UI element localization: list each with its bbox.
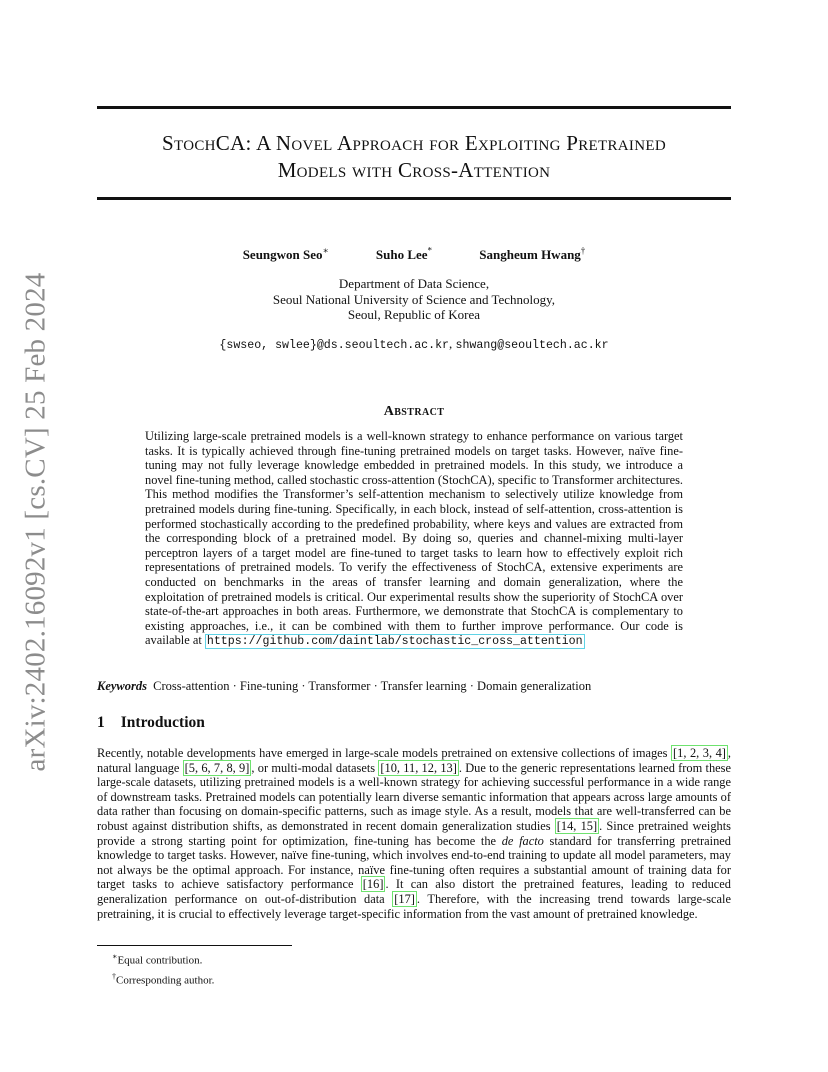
footnote-text: Equal contribution.: [117, 954, 203, 967]
citation-link[interactable]: [10, 11, 12, 13]: [380, 760, 457, 775]
footnotes: [112, 949, 214, 988]
title-bottom-rule: [97, 197, 731, 200]
author-name: Suho Lee: [375, 247, 428, 263]
author-list: [97, 246, 731, 263]
email-separator: ,: [449, 336, 456, 351]
citation-link[interactable]: [14, 15]: [556, 818, 598, 833]
affiliation: [97, 276, 731, 323]
affiliation-department: Department of Data Science,: [338, 276, 490, 291]
footnote-equal-contribution: [112, 949, 214, 969]
keywords-label: Keywords: [97, 679, 147, 693]
footnote-mark: †: [112, 971, 116, 981]
code-link[interactable]: https://github.com/daintlab/stochastic_cross_attention: [206, 635, 583, 649]
intro-text: . Therefore, with the increasing trend towards large-scale pretraining, it is crucial to effectively leverage target-specific information from the vast amount of pretrained knowledge.: [97, 891, 731, 921]
email-corresponding[interactable]: shwang@seoultech.ac.kr: [455, 339, 609, 352]
intro-text: , natural language: [97, 746, 731, 775]
author-mark: †: [580, 246, 586, 256]
footnote-mark: ∗: [112, 952, 118, 961]
keywords-list: Cross-attention · Fine-tuning · Transformer · Transfer learning · Domain generalization: [153, 679, 592, 693]
author-2: [376, 247, 432, 262]
keywords: [97, 679, 731, 694]
author-3: [479, 247, 585, 262]
section-title: Introduction: [120, 714, 205, 731]
paper-title: [97, 130, 731, 184]
intro-text: , or multi-modal datasets: [251, 760, 379, 775]
title-line-2: Models with Cross-Attention: [277, 158, 551, 182]
abstract-heading: Abstract: [383, 404, 445, 419]
title-top-rule: [97, 106, 731, 109]
footnote-rule: [97, 945, 292, 946]
author-1: [243, 247, 329, 262]
author-name: Seungwon Seo: [242, 247, 323, 263]
citation-link[interactable]: [17]: [394, 891, 415, 906]
affiliation-university: Seoul National University of Science and Technology,: [272, 291, 556, 307]
section-number: 1: [97, 714, 105, 731]
author-mark: ∗: [322, 246, 329, 256]
arxiv-identifier-stamp: arXiv:2402.16092v1 [cs.CV] 25 Feb 2024: [19, 272, 52, 772]
intro-text: standard for transferring pretrained knowledge to target tasks. However, naïve fine-tuning, which involves end-to-end training to update all model parameters, may not always be the optimal approach. For instance, naïve fine-tuning often requires a substantial amount of training data for target tasks to achieve satisfactory performance: [97, 833, 731, 892]
abstract-text: Utilizing large-scale pretrained models is a well-known strategy to enhance performance on various target tasks. It is typically achieved through fine-tuning pretrained models on target tasks. However, naïve fine-tuning may not fully leverage knowledge embedded in pretrained models. In this study, we introduce a novel fine-tuning method, called stochastic cross-attention (StochCA), specific to Transformer architectures. This method modifies the Transformer’s self-attention mechanism to selectively utilize knowledge from pretrained models during fine-tuning. Specifically, in each block, instead of self-attention, cross-attention is performed stochastically according to the predefined probability, where keys and values are extracted from the corresponding block of a pretrained model. By doing so, queries and channel-mixing multi-layer perceptron layers of a target model are fine-tuned to target tasks to learn how to effectively exploit rich representations of pretrained models. To verify the effectiveness of StochCA, extensive experiments are conducted on benchmarks in the areas of transfer learning and domain generalization, where the exploitation of pretrained models is critical. Our experimental results show the superiority of StochCA over state-of-the-art approaches in both areas. Furthermore, we demonstrate that StochCA is complementary to existing approaches, i.e., it can be combined with them to further improve performance. Our code is available at: [145, 429, 683, 648]
author-emails: [97, 336, 731, 352]
citation-link[interactable]: [5, 6, 7, 8, 9]: [184, 760, 250, 775]
citation-link[interactable]: [16]: [362, 877, 384, 892]
title-line-1: StochCA: A Novel Approach for Exploiting Pretrained: [162, 131, 666, 155]
intro-text: . Since pretrained weights provide a strong starting point for optimization, fine-tuning has become the: [97, 818, 732, 848]
email-group[interactable]: {swseo, swlee}@ds.seoultech.ac.kr: [219, 339, 450, 352]
affiliation-location: Seoul, Republic of Korea: [347, 307, 481, 322]
italic-term: de facto: [501, 833, 544, 848]
section-heading-introduction: [97, 714, 205, 732]
footnote-text: Corresponding author.: [116, 974, 215, 987]
footnote-corresponding-author: [112, 969, 214, 989]
introduction-paragraph: [97, 746, 731, 921]
abstract-body: [145, 429, 683, 650]
author-name: Sangheum Hwang: [479, 247, 581, 263]
intro-text: . It can also distort the pretrained features, leading to reduced generalization performance on out-of-distribution data: [97, 877, 731, 906]
intro-text: . Due to the generic representations learned from these large-scale datasets, utilizing pretrained models is a well-known strategy for achieving successful performance in a wide range of downstream tasks. Pretrained models can potentially learn diverse semantic information that appears across large amounts of data rather than focusing on domain-specific patterns, such as image style. As a result, models that are well-transferred can be robust against distribution shifts, as demonstrated in recent domain generalization studies: [97, 760, 731, 833]
intro-text: Recently, notable developments have emerged in large-scale models pretrained on extensive collections of images: [97, 746, 672, 760]
citation-link[interactable]: [1, 2, 3, 4]: [673, 746, 726, 760]
author-mark: *: [427, 246, 433, 256]
